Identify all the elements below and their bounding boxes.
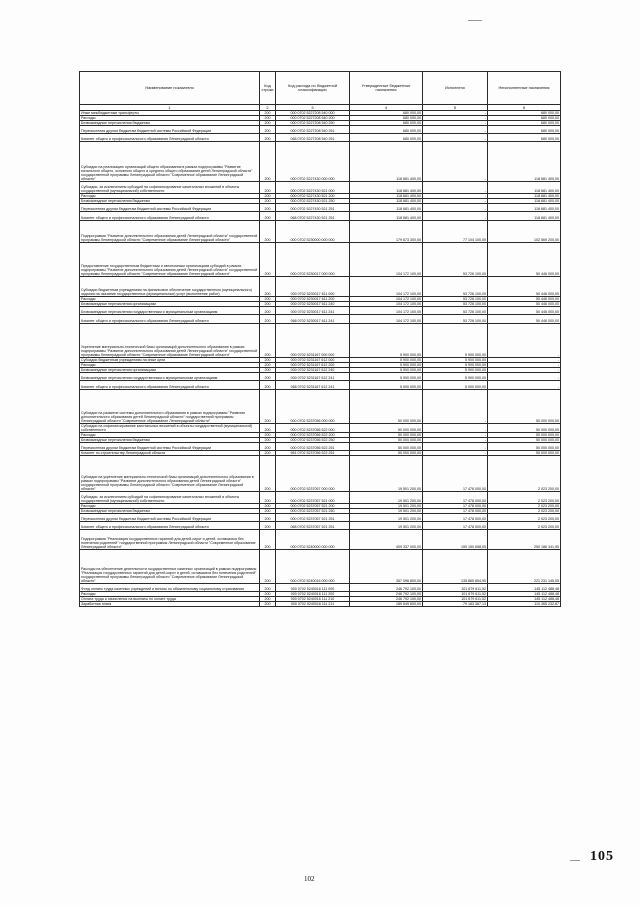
table-row <box>80 514 561 522</box>
row-code-cell: 200 <box>260 602 276 607</box>
row-name-cell: Безвозмездные перечисления государственным и муниципальным организациям <box>80 373 260 381</box>
row-approved-cell: 179 673 300,00 <box>350 221 423 243</box>
header-classification: Код расхода по бюджетной классификации <box>276 72 350 105</box>
row-classification-cell: 000 0702 5227208 540 250 <box>276 121 350 126</box>
row-approved-cell: 680 000,00 <box>350 134 423 142</box>
row-name-cell: Подпрограмма "Реализация государственных гарантий для детей-сирот и детей, оставшихся без попечения родителей" государственной программы Ленинградской области "Современное образование Ленинградской области" <box>80 530 260 550</box>
row-code-cell: 200 <box>260 368 276 373</box>
row-remaining-cell: 680 000,00 <box>488 116 561 121</box>
column-number: 6 <box>488 105 561 111</box>
row-code-cell: 200 <box>260 522 276 530</box>
row-classification-cell: 000 0702 5240000 000 000 <box>276 530 350 550</box>
row-remaining-cell: 50 446 000,00 <box>488 315 561 324</box>
table-row <box>80 584 561 592</box>
row-approved-cell: 19 501 200,00 <box>350 504 423 509</box>
row-remaining-cell: 145 112 488,48 <box>488 597 561 602</box>
row-executed-cell: - <box>423 142 488 182</box>
row-name-cell: Субсидии на софинансирование капитальных вложений в объекты государственной (муниципальной) собственности <box>80 424 260 433</box>
row-code-cell: 200 <box>260 530 276 550</box>
row-code-cell: 200 <box>260 182 276 194</box>
table-row <box>80 456 561 492</box>
table-row <box>80 550 561 584</box>
row-name-cell: Расходы <box>80 297 260 302</box>
row-classification-cell: 000 0702 5227430 521 000 <box>276 182 350 194</box>
row-executed-cell: 101 679 611,52 <box>423 584 488 592</box>
row-approved-cell: 5 900 000,00 <box>350 368 423 373</box>
row-remaining-cell: 110 365 232,87 <box>488 602 561 607</box>
row-approved-cell: 104 172 100,00 <box>350 315 423 324</box>
row-code-cell: 200 <box>260 451 276 456</box>
row-executed-cell: - <box>423 433 488 438</box>
row-name-cell: Субсидии на развитие системы дополнительного образования в рамках подпрограммы "Развитие дополнительного образования детей Ленинградской области" государственной программы Ленинградской области "Современное образование Ленинградской области" <box>80 390 260 424</box>
row-classification-cell: 068 0702 5227430 521 251 <box>276 212 350 221</box>
row-approved-cell: 104 172 100,00 <box>350 307 423 315</box>
row-code-cell: 200 <box>260 116 276 121</box>
row-code-cell: 200 <box>260 302 276 307</box>
row-classification-cell: 000 0702 5237056 522 250 <box>276 438 350 443</box>
row-approved-cell: 118 681 400,00 <box>350 194 423 199</box>
column-number: 1 <box>80 105 260 111</box>
row-executed-cell: - <box>423 424 488 433</box>
row-remaining-cell: 50 446 000,00 <box>488 302 561 307</box>
row-remaining-cell: - <box>488 368 561 373</box>
page-number: 102 <box>304 875 315 883</box>
row-remaining-cell: 118 681 400,00 <box>488 204 561 212</box>
row-remaining-cell: 118 681 400,00 <box>488 212 561 221</box>
row-remaining-cell: - <box>488 363 561 368</box>
table-row <box>80 204 561 212</box>
row-classification-cell: 000 0702 5227208 540 200 <box>276 116 350 121</box>
row-executed-cell: 5 900 000,00 <box>423 324 488 358</box>
table-row <box>80 390 561 424</box>
row-remaining-cell: 250 186 341,95 <box>488 530 561 550</box>
row-remaining-cell: 50 000 000,00 <box>488 443 561 451</box>
row-approved-cell: 680 000,00 <box>350 121 423 126</box>
row-executed-cell: 79 183 367,13 <box>423 602 488 607</box>
row-name-cell: Подпрограмма "Развитие дополнительного образования детей Ленинградской области" государственной программы Ленинградской области "Современное образование Ленинградской области" <box>80 221 260 243</box>
table-header-row <box>80 72 561 105</box>
row-code-cell: 200 <box>260 424 276 433</box>
row-remaining-cell: 680 000,00 <box>488 121 561 126</box>
row-code-cell: 200 <box>260 111 276 116</box>
row-remaining-cell: 50 446 000,00 <box>488 307 561 315</box>
row-executed-cell: - <box>423 116 488 121</box>
row-name-cell: Комитет по строительству Ленинградской области <box>80 451 260 456</box>
table-row <box>80 126 561 134</box>
table-row <box>80 602 561 607</box>
row-classification-cell: 000 0702 5237057 521 200 <box>276 504 350 509</box>
row-approved-cell: 246 792 100,00 <box>350 584 423 592</box>
row-executed-cell: 17 478 000,00 <box>423 456 488 492</box>
row-executed-cell: - <box>423 111 488 116</box>
row-name-cell: Укрепление материально-технической базы организаций дополнительного образования в рамках подпрограммы "Развитие дополнительного образования детей Ленинградской области" государственной программы Ленинградской области "Современное образование Ленинградской области" <box>80 324 260 358</box>
row-approved-cell: 680 000,00 <box>350 111 423 116</box>
row-code-cell: 200 <box>260 433 276 438</box>
table-row <box>80 492 561 504</box>
row-code-cell: 200 <box>260 204 276 212</box>
row-name-cell: Субсидии на реализацию организаций общего образования в рамках подпрограммы "Развитие начального общего, основного общего и среднего общего образования детей Ленинградской области" государственной программы Ленинградской области "Современное образование Ленинградской области" <box>80 142 260 182</box>
row-code-cell: 200 <box>260 307 276 315</box>
row-name-cell: Расходы <box>80 504 260 509</box>
row-classification-cell: 000 0702 5237057 521 000 <box>276 492 350 504</box>
row-classification-cell: 000 0702 5240016 111 200 <box>276 592 350 597</box>
row-approved-cell: 5 900 000,00 <box>350 381 423 390</box>
table-row <box>80 243 561 277</box>
row-code-cell: 200 <box>260 509 276 514</box>
row-remaining-cell: 50 000 000,00 <box>488 451 561 456</box>
table-row <box>80 142 561 182</box>
row-name-cell: Расходы на обеспечение деятельности государственных казенных организаций в рамках подпрограммы "Реализация государственных гарантий для детей-сирот и детей, оставшихся без попечения родителей" государственной программы Ленинградской области "Современное образование Ленинградской области" <box>80 550 260 584</box>
row-remaining-cell: 50 000 000,00 <box>488 390 561 424</box>
row-executed-cell: 159 150 658,05 <box>423 530 488 550</box>
row-classification-cell: 000 0702 5237056 522 000 <box>276 424 350 433</box>
row-remaining-cell: 50 000 000,00 <box>488 438 561 443</box>
row-code-cell: 200 <box>260 277 276 297</box>
row-name-cell: Комитет общего и профессионального образования Ленинградской области <box>80 522 260 530</box>
row-executed-cell: - <box>423 134 488 142</box>
row-approved-cell: 357 096 800,00 <box>350 550 423 584</box>
row-code-cell: 200 <box>260 121 276 126</box>
table-row <box>80 522 561 530</box>
row-approved-cell: 5 900 000,00 <box>350 358 423 363</box>
row-executed-cell: 5 900 000,00 <box>423 373 488 381</box>
row-name-cell: Перечисления другим бюджетам бюджетной системы Российской Федерации <box>80 126 260 134</box>
row-name-cell: Комитет общего и профессионального образования Ленинградской области <box>80 134 260 142</box>
row-name-cell: Расходы <box>80 592 260 597</box>
row-executed-cell: 5 900 000,00 <box>423 368 488 373</box>
row-approved-cell: 50 000 000,00 <box>350 424 423 433</box>
row-name-cell: Комитет общего и профессионального образования Ленинградской области <box>80 315 260 324</box>
row-remaining-cell: 50 446 000,00 <box>488 277 561 297</box>
row-name-cell: Безвозмездные перечисления организациям <box>80 368 260 373</box>
row-code-cell: 200 <box>260 592 276 597</box>
row-name-cell: Перечисления другим бюджетам бюджетной системы Российской Федерации <box>80 514 260 522</box>
row-classification-cell: 068 0702 5237057 521 251 <box>276 522 350 530</box>
row-classification-cell: 000 0702 5230017 611 240 <box>276 302 350 307</box>
row-name-cell: Расходы <box>80 363 260 368</box>
table-row <box>80 530 561 550</box>
row-approved-cell: 118 681 400,00 <box>350 182 423 194</box>
row-classification-cell: 000 0702 5240016 000 000 <box>276 550 350 584</box>
row-classification-cell: 000 0702 5227430 000 000 <box>276 142 350 182</box>
row-code-cell: 200 <box>260 358 276 363</box>
row-executed-cell: - <box>423 390 488 424</box>
row-executed-cell: 53 726 100,00 <box>423 302 488 307</box>
row-code-cell: 200 <box>260 297 276 302</box>
row-name-cell: Безвозмездные перечисления бюджетам <box>80 438 260 443</box>
row-executed-cell: 5 900 000,00 <box>423 363 488 368</box>
row-classification-cell: 068 0702 5231167 612 241 <box>276 381 350 390</box>
row-name-cell: Субсидии бюджетным учреждениям на иные цели <box>80 358 260 363</box>
row-remaining-cell: 50 446 000,00 <box>488 297 561 302</box>
row-classification-cell: 000 0702 5230017 611 000 <box>276 277 350 297</box>
row-classification-cell: 000 0702 5237057 000 000 <box>276 456 350 492</box>
row-code-cell: 200 <box>260 381 276 390</box>
table-row <box>80 307 561 315</box>
row-remaining-cell: 680 000,00 <box>488 111 561 116</box>
row-remaining-cell: 2 023 200,00 <box>488 492 561 504</box>
row-approved-cell: 50 000 000,00 <box>350 438 423 443</box>
row-executed-cell: 17 478 000,00 <box>423 522 488 530</box>
row-name-cell: Безвозмездные перечисления государственным и муниципальным организациям <box>80 307 260 315</box>
row-classification-cell: 000 0702 5240016 111 210 <box>276 597 350 602</box>
row-code-cell: 200 <box>260 584 276 592</box>
row-remaining-cell: 118 681 400,00 <box>488 182 561 194</box>
row-approved-cell: 50 000 000,00 <box>350 433 423 438</box>
row-approved-cell: 19 501 200,00 <box>350 509 423 514</box>
row-executed-cell: - <box>423 194 488 199</box>
row-executed-cell: - <box>423 451 488 456</box>
row-remaining-cell: 145 112 488,48 <box>488 584 561 592</box>
row-remaining-cell: 2 023 200,00 <box>488 504 561 509</box>
row-executed-cell: 5 900 000,00 <box>423 358 488 363</box>
row-executed-cell: - <box>423 204 488 212</box>
row-remaining-cell: 2 023 200,00 <box>488 456 561 492</box>
row-classification-cell: 000 0702 5231167 612 000 <box>276 358 350 363</box>
row-name-cell: Субсидии, за исключением субсидий на софинансирование капитальных вложений в объекты государственной (муниципальной) собственности <box>80 492 260 504</box>
row-code-cell: 200 <box>260 514 276 522</box>
column-number: 2 <box>260 105 276 111</box>
row-remaining-cell: - <box>488 373 561 381</box>
row-code-cell: 200 <box>260 212 276 221</box>
row-classification-cell: 000 0702 5227430 521 250 <box>276 199 350 204</box>
row-code-cell: 200 <box>260 194 276 199</box>
row-remaining-cell: 50 446 000,00 <box>488 243 561 277</box>
row-code-cell: 200 <box>260 199 276 204</box>
row-remaining-cell: 145 112 488,48 <box>488 592 561 597</box>
budget-execution-table <box>79 71 561 607</box>
row-classification-cell: 000 0702 5231167 612 200 <box>276 363 350 368</box>
table-row <box>80 443 561 451</box>
row-name-cell: Комитет общего и профессионального образования Ленинградской области <box>80 381 260 390</box>
scan-artifact <box>468 20 482 21</box>
row-approved-cell: 118 681 400,00 <box>350 199 423 204</box>
header-executed: Исполнено <box>423 72 488 105</box>
row-remaining-cell: 680 000,00 <box>488 126 561 134</box>
row-approved-cell: 104 172 100,00 <box>350 243 423 277</box>
row-remaining-cell: 118 681 400,00 <box>488 142 561 182</box>
header-approved: Утвержденные бюджетные назначения <box>350 72 423 105</box>
row-remaining-cell: - <box>488 324 561 358</box>
table-row <box>80 373 561 381</box>
row-executed-cell: - <box>423 182 488 194</box>
row-classification-cell: 000 0702 5237057 521 251 <box>276 514 350 522</box>
row-classification-cell: 000 0702 5230000 000 000 <box>276 221 350 243</box>
table-row <box>80 424 561 433</box>
row-remaining-cell: - <box>488 381 561 390</box>
row-code-cell: 200 <box>260 390 276 424</box>
row-executed-cell: 17 478 000,00 <box>423 492 488 504</box>
row-classification-cell: 000 0702 5230017 611 241 <box>276 307 350 315</box>
row-name-cell: Субсидии, за исключением субсидий на софинансирование капитальных вложений в объекты государственной (муниципальной) собственности <box>80 182 260 194</box>
row-classification-cell: 000 0702 5230017 000 000 <box>276 243 350 277</box>
row-name-cell: Безвозмездные перечисления организациям <box>80 302 260 307</box>
table-row <box>80 134 561 142</box>
row-executed-cell: 17 478 000,00 <box>423 514 488 522</box>
row-name-cell: Субсидии бюджетным учреждениям на финансовое обеспечение государственного (муниципального) задания на оказание государственных (муниципальных) услуг (выполнение работ) <box>80 277 260 297</box>
row-classification-cell: 000 0702 5237056 522 251 <box>276 443 350 451</box>
row-approved-cell: 246 792 100,00 <box>350 592 423 597</box>
row-remaining-cell: 680 000,00 <box>488 134 561 142</box>
row-executed-cell: 101 679 611,52 <box>423 592 488 597</box>
row-executed-cell: - <box>423 443 488 451</box>
row-name-cell: Комитет общего и профессионального образования Ленинградской области <box>80 212 260 221</box>
row-classification-cell: 000 0702 5240016 111 000 <box>276 584 350 592</box>
row-classification-cell: 000 0702 5231167 000 000 <box>276 324 350 358</box>
row-name-cell: Безвозмездные перечисления бюджетам <box>80 509 260 514</box>
row-name-cell: Расходы <box>80 116 260 121</box>
row-remaining-cell: 2 023 200,00 <box>488 522 561 530</box>
row-approved-cell: 19 501 200,00 <box>350 514 423 522</box>
row-code-cell: 200 <box>260 492 276 504</box>
table-row <box>80 221 561 243</box>
row-classification-cell: 068 0702 5227208 540 251 <box>276 134 350 142</box>
table-row <box>80 381 561 390</box>
header-code: Код строки <box>260 72 276 105</box>
row-code-cell: 200 <box>260 324 276 358</box>
row-code-cell: 200 <box>260 504 276 509</box>
header-name: Наименование показателя <box>80 72 260 105</box>
row-code-cell: 200 <box>260 438 276 443</box>
row-name-cell: Расходы <box>80 194 260 199</box>
row-executed-cell: 101 679 611,52 <box>423 597 488 602</box>
row-classification-cell: 000 0702 5227430 521 251 <box>276 204 350 212</box>
row-executed-cell: 17 478 000,00 <box>423 504 488 509</box>
row-code-cell: 200 <box>260 243 276 277</box>
row-name-cell: Перечисления другим бюджетам бюджетной системы Российской Федерации <box>80 204 260 212</box>
header-remaining: Неисполненные назначения <box>488 72 561 105</box>
row-remaining-cell: - <box>488 358 561 363</box>
row-code-cell: 200 <box>260 373 276 381</box>
row-executed-cell: 53 726 100,00 <box>423 307 488 315</box>
row-executed-cell: 5 900 000,00 <box>423 381 488 390</box>
row-remaining-cell: 50 000 000,00 <box>488 424 561 433</box>
table-row <box>80 315 561 324</box>
row-remaining-cell: 102 569 200,00 <box>488 221 561 243</box>
row-classification-cell: 000 0702 5237057 521 250 <box>276 509 350 514</box>
row-code-cell: 200 <box>260 142 276 182</box>
row-classification-cell: 000 0702 5240016 111 211 <box>276 602 350 607</box>
row-code-cell: 200 <box>260 363 276 368</box>
row-approved-cell: 118 681 400,00 <box>350 142 423 182</box>
row-classification-cell: 000 0702 5227208 540 000 <box>276 111 350 116</box>
row-name-cell: Иные межбюджетные трансферты <box>80 111 260 116</box>
row-remaining-cell: 221 231 145,05 <box>488 550 561 584</box>
row-approved-cell: 50 000 000,00 <box>350 443 423 451</box>
row-approved-cell: 5 900 000,00 <box>350 373 423 381</box>
row-remaining-cell: 118 681 400,00 <box>488 199 561 204</box>
row-approved-cell: 104 172 100,00 <box>350 297 423 302</box>
row-classification-cell: 000 0702 5227430 521 200 <box>276 194 350 199</box>
row-name-cell: Безвозмездные перечисления бюджетам <box>80 121 260 126</box>
row-approved-cell: 118 681 400,00 <box>350 204 423 212</box>
row-executed-cell: - <box>423 212 488 221</box>
row-code-cell: 200 <box>260 134 276 142</box>
row-classification-cell: 000 0702 5227208 540 251 <box>276 126 350 134</box>
row-classification-cell: 000 0702 5237056 000 000 <box>276 390 350 424</box>
row-classification-cell: 000 0702 5237056 522 200 <box>276 433 350 438</box>
row-executed-cell: 53 726 100,00 <box>423 297 488 302</box>
row-approved-cell: 50 000 000,00 <box>350 451 423 456</box>
row-approved-cell: 50 000 000,00 <box>350 390 423 424</box>
row-remaining-cell: 2 023 200,00 <box>488 509 561 514</box>
row-remaining-cell: 118 681 400,00 <box>488 194 561 199</box>
row-approved-cell: 680 000,00 <box>350 126 423 134</box>
row-approved-cell: 104 172 100,00 <box>350 302 423 307</box>
row-classification-cell: 000 0702 5231167 612 240 <box>276 368 350 373</box>
row-code-cell: 200 <box>260 597 276 602</box>
row-approved-cell: 5 900 000,00 <box>350 324 423 358</box>
scan-artifact <box>570 860 580 861</box>
row-approved-cell: 19 501 200,00 <box>350 492 423 504</box>
row-classification-cell: 000 0702 5231167 612 241 <box>276 373 350 381</box>
row-name-cell: Оплата труда и начисления на выплаты по оплате труда <box>80 597 260 602</box>
row-name-cell: Безвозмездные перечисления бюджетам <box>80 199 260 204</box>
row-approved-cell: 5 900 000,00 <box>350 363 423 368</box>
column-number: 4 <box>350 105 423 111</box>
row-code-cell: 200 <box>260 315 276 324</box>
row-approved-cell: 246 792 100,00 <box>350 597 423 602</box>
table-row <box>80 182 561 194</box>
row-approved-cell: 680 000,00 <box>350 116 423 121</box>
column-number: 5 <box>423 105 488 111</box>
row-name-cell: Предоставление государственным бюджетным и автономным организациям субсидий в рамках подпрограммы "Развитие дополнительного образования детей Ленинградской области" государственной программы Ленинградской области "Современное образование Ленинградской области" <box>80 243 260 277</box>
row-executed-cell: 77 104 100,00 <box>423 221 488 243</box>
row-executed-cell: 17 478 000,00 <box>423 509 488 514</box>
row-executed-cell: 53 726 100,00 <box>423 243 488 277</box>
row-classification-cell: 068 0702 5230017 611 241 <box>276 315 350 324</box>
row-executed-cell: - <box>423 438 488 443</box>
row-approved-cell: 118 681 400,00 <box>350 212 423 221</box>
row-approved-cell: 189 549 600,00 <box>350 602 423 607</box>
row-code-cell: 200 <box>260 550 276 584</box>
row-classification-cell: 981 0702 5237056 522 251 <box>276 451 350 456</box>
row-approved-cell: 19 501 200,00 <box>350 522 423 530</box>
row-code-cell: 200 <box>260 443 276 451</box>
row-name-cell: Фонд оплаты труда казенных учреждений и взносы по обязательному социальному страхованию <box>80 584 260 592</box>
row-executed-cell: - <box>423 126 488 134</box>
row-approved-cell: 409 337 000,00 <box>350 530 423 550</box>
table-row <box>80 324 561 358</box>
row-approved-cell: 19 501 200,00 <box>350 456 423 492</box>
row-name-cell: Заработная плата <box>80 602 260 607</box>
row-executed-cell: - <box>423 121 488 126</box>
row-name-cell: Субсидии на укрепление материально-технической базы организаций дополнительного образования в рамках подпрограммы "Развитие дополнительного образования детей Ленинградской области" государственной программы Ленинградской области "Современное образование Ленинградской области" <box>80 456 260 492</box>
row-executed-cell: 53 726 100,00 <box>423 315 488 324</box>
row-code-cell: 200 <box>260 456 276 492</box>
handwritten-page-stamp: 105 <box>590 849 614 864</box>
table-row <box>80 277 561 297</box>
row-executed-cell: 53 726 100,00 <box>423 277 488 297</box>
row-remaining-cell: 50 000 000,00 <box>488 433 561 438</box>
table-body <box>80 111 561 607</box>
row-code-cell: 200 <box>260 221 276 243</box>
row-executed-cell: 135 865 654,95 <box>423 550 488 584</box>
row-executed-cell: - <box>423 199 488 204</box>
table-row <box>80 212 561 221</box>
row-code-cell: 200 <box>260 126 276 134</box>
row-classification-cell: 000 0702 5230017 611 200 <box>276 297 350 302</box>
row-remaining-cell: 2 023 200,00 <box>488 514 561 522</box>
row-approved-cell: 104 172 100,00 <box>350 277 423 297</box>
row-name-cell: Расходы <box>80 433 260 438</box>
row-name-cell: Перечисления другим бюджетам бюджетной системы Российской Федерации <box>80 443 260 451</box>
column-number: 3 <box>276 105 350 111</box>
